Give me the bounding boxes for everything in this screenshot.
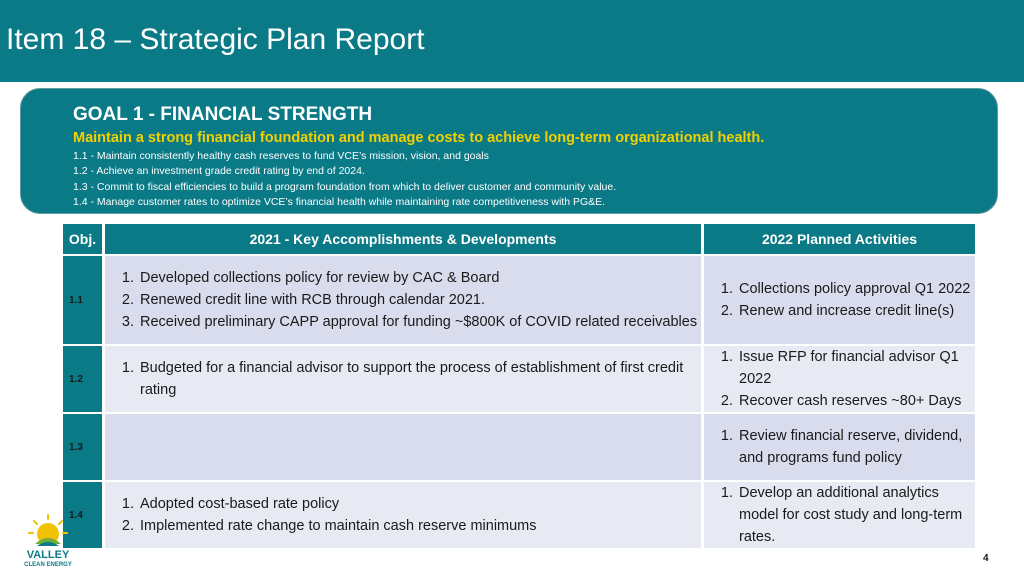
planned-list xyxy=(704,278,975,322)
table-header-row xyxy=(63,224,975,254)
goal-panel xyxy=(20,88,998,214)
planned-item: 2. Recover cash reserves ~80+ Days xyxy=(737,390,975,412)
planned-item: 1. Develop an additional analytics model for cost study and long-term rates. xyxy=(737,482,975,548)
accomplishment-item: 1. Budgeted for a financial advisor to support the process of establishment of first credit rating xyxy=(138,357,701,401)
table-row xyxy=(63,346,975,412)
goal-objective-item: 1.4 - Manage customer rates to optimize VCE’s financial health while maintaining rate competitiveness with PG&E. xyxy=(73,196,606,209)
objective-number: 1.3 xyxy=(63,414,102,480)
page-title: Item 18 – Strategic Plan Report xyxy=(6,23,425,56)
accomplishments-cell xyxy=(105,414,701,480)
goal-subtitle: Maintain a strong financial foundation and manage costs to achieve long-term organizational health. xyxy=(73,130,765,146)
title-bar xyxy=(0,0,1024,82)
page-number: 4 xyxy=(983,553,989,564)
accomplishments-cell xyxy=(105,256,701,344)
planned-item: 1. Collections policy approval Q1 2022 xyxy=(737,278,975,300)
table-row xyxy=(63,414,975,480)
accomplishments-list xyxy=(105,493,701,537)
goal-objectives-list xyxy=(73,149,616,211)
objective-number: 1.4 xyxy=(63,482,102,548)
planned-list xyxy=(704,425,975,469)
logo-line-1: VALLEY xyxy=(26,549,70,561)
accomplishments-list xyxy=(105,357,701,401)
accomplishment-item: 1. Adopted cost-based rate policy xyxy=(138,493,701,515)
goal-objective-item: 1.3 - Commit to fiscal efficiencies to build a program foundation from which to deliver customer and community value. xyxy=(73,180,617,193)
accomplishments-list xyxy=(105,267,701,333)
planned-item: 1. Review financial reserve, dividend, and programs fund policy xyxy=(737,425,975,469)
objective-number: 1.1 xyxy=(63,256,102,344)
table-row xyxy=(63,482,975,548)
accomplishments-cell xyxy=(105,346,701,412)
planned-item: 2. Renew and increase credit line(s) xyxy=(737,300,975,322)
table-row xyxy=(63,256,975,344)
planned-item: 1. Issue RFP for financial advisor Q1 2022 xyxy=(737,346,975,390)
planned-cell xyxy=(704,482,975,548)
header-obj: Obj. xyxy=(63,224,102,254)
logo-text xyxy=(24,550,72,569)
header-planned: 2022 Planned Activities xyxy=(704,224,975,254)
planned-list xyxy=(704,346,975,412)
goal-title: GOAL 1 - FINANCIAL STRENGTH xyxy=(73,104,373,125)
valley-clean-energy-logo xyxy=(24,514,74,570)
planned-list xyxy=(704,482,975,548)
objective-number: 1.2 xyxy=(63,346,102,412)
header-accomplishments: 2021 - Key Accomplishments & Developments xyxy=(105,224,701,254)
accomplishment-item: 2. Renewed credit line with RCB through calendar 2021. xyxy=(138,289,701,311)
accomplishment-item: 3. Received preliminary CAPP approval for funding ~$800K of COVID related receivables xyxy=(138,311,701,333)
planned-cell xyxy=(704,256,975,344)
accomplishment-item: 1. Developed collections policy for review by CAC & Board xyxy=(138,267,701,289)
sun-icon xyxy=(24,514,72,550)
strategic-plan-table xyxy=(60,222,978,550)
goal-objective-item: 1.2 - Achieve an investment grade credit rating by end of 2024. xyxy=(73,165,365,178)
logo-line-2: CLEAN ENERGY xyxy=(24,562,72,568)
accomplishments-cell xyxy=(105,482,701,548)
planned-cell xyxy=(704,414,975,480)
goal-objective-item: 1.1 - Maintain consistently healthy cash reserves to fund VCE’s mission, vision, and goals xyxy=(73,150,489,162)
planned-cell xyxy=(704,346,975,412)
accomplishment-item: 2. Implemented rate change to maintain cash reserve minimums xyxy=(138,515,701,537)
